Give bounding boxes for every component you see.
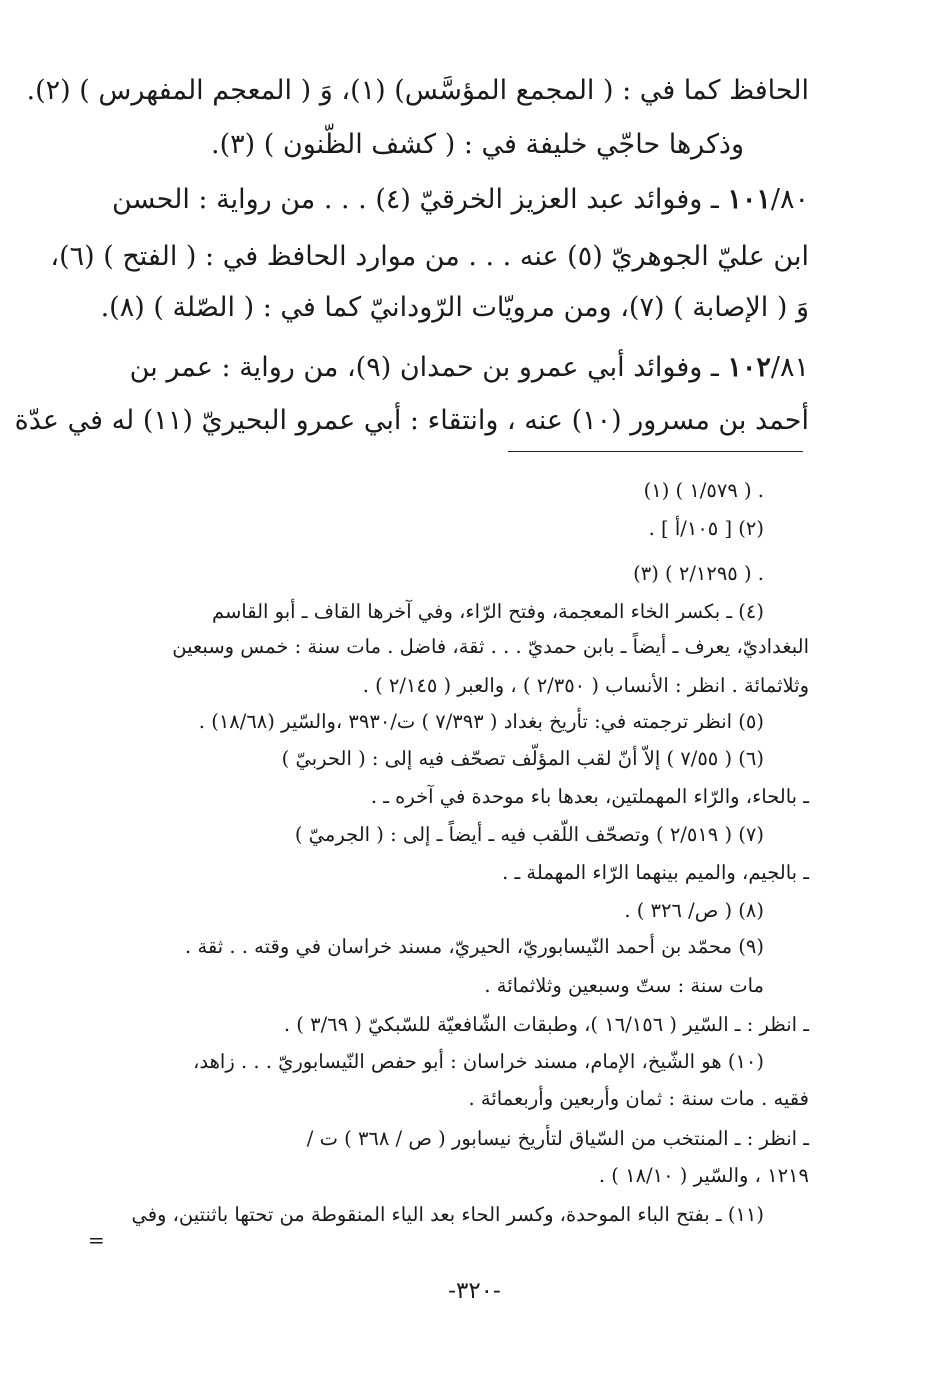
footnote-10-cont: فقيه . مات سنة : ثمان وأربعين وأربعمائة . — [468, 1087, 809, 1110]
footnote-10: (١٠) هو الشّيخ، الإمام، مسند خراسان : أبو حفص النّيسابوريّ . . . زاهد، — [193, 1050, 764, 1073]
footnote-7: (٧) ( ٢/٥١٩ ) وتصحّف اللّقب فيه ـ أيضاً ـ إلى : ( الجرميّ ) — [294, 823, 764, 846]
footnote-6-cont: ـ بالحاء، والرّاء المهملتين، بعدها باء موحدة في آخره ـ . — [370, 785, 809, 808]
footnote-3: (٣) ( ٢/١٢٩٥ ) . — [633, 562, 764, 585]
footnote-9-cont: مات سنة : ستّ وسبعين وثلاثمائة . — [484, 974, 764, 997]
entry-102-line — [130, 351, 809, 385]
footnote-11: (١١) ـ بفتح الباء الموحدة، وكسر الحاء بعد الياء المنقوطة من تحتها باثنتين، وفي — [131, 1203, 764, 1226]
footnote-10-cont: ـ انظر : ـ المنتخب من السّياق لتأريخ نيسابور ( ص / ٣٦٨ ) ت / — [306, 1127, 809, 1150]
footnote-7-cont: ـ بالجيم، والميم بينهما الرّاء المهملة ـ . — [502, 861, 809, 884]
body-line-7: أحمد بن مسرور (١٠) عنه ، وانتقاء : أبي عمرو البحيريّ (١١) له في عدّة — [14, 405, 809, 436]
footnote-9: (٩) محمّد بن أحمد النّيسابوريّ، الحيريّ، مسند خراسان في وقته . . ثقة . — [185, 935, 764, 958]
footnote-4-cont: وثلاثمائة . انظر : الأنساب ( ٢/٣٥٠ ) ، والعبر ( ٢/١٤٥ ) . — [362, 674, 809, 697]
footnote-divider — [508, 451, 803, 452]
footnote-8: (٨) ( ص/ ٣٢٦ ) . — [624, 899, 764, 922]
footnote-6: (٦) ( ٧/٥٥ ) إلاّ أنّ لقب المؤلّف تصحّف فيه إلى : ( الحربيّ ) — [281, 747, 764, 770]
entry-101-line — [112, 183, 809, 217]
body-line-2: وذكرها حاجّي خليفة في : ( كشف الظّنون ) (٣). — [211, 129, 744, 160]
footnote-4-cont: البغداديّ، يعرف ـ أيضاً ـ بابن حمديّ . . . ثقة، فاضل . مات سنة : خمس وسبعين — [172, 635, 809, 658]
entry-number: ١٠١ — [727, 184, 771, 215]
footnote-4: (٤) ـ بكسر الخاء المعجمة، وفتح الرّاء، وفي آخرها القاف ـ أبو القاسم — [211, 600, 764, 623]
continuation-mark: = — [88, 1228, 105, 1252]
entry-text: /٨٠ ـ وفوائد عبد العزيز الخرقيّ (٤) . . . من رواية : الحسن — [112, 184, 809, 215]
footnote-10-cont: ١٢١٩ ، والسّير ( ١٨/١٠ ) . — [598, 1164, 809, 1187]
footnote-1: (١) ( ١/٥٧٩ ) . — [643, 479, 764, 502]
footnote-9-cont: ـ انظر : ـ السّير ( ١٦/١٥٦ )، وطبقات الشّافعيّة للسّبكيّ ( ٣/٦٩ ) . — [283, 1013, 809, 1036]
entry-number: ١٠٢ — [727, 352, 771, 383]
entry-text: /٨١ ـ وفوائد أبي عمرو بن حمدان (٩)، من رواية : عمر بن — [129, 352, 809, 383]
body-line-4: ابن عليّ الجوهريّ (٥) عنه . . . من موارد الحافظ في : ( الفتح ) (٦)، — [50, 241, 809, 272]
footnote-2: (٢) [ ١٠٥/أ ] . — [648, 517, 764, 540]
footnote-5: (٥) انظر ترجمته في: تأريخ بغداد ( ٧/٣٩٣ ) ت/٣٩٣٠ ،والسّير (١٨/٦٨) . — [198, 710, 764, 733]
body-line-5: وَ ( الإصابة ) (٧)، ومن مرويّات الرّودانيّ كما في : ( الصّلة ) (٨). — [100, 292, 809, 323]
page-number: -٣٢٠- — [448, 1278, 501, 1304]
body-line-1: الحافظ كما في : ( المجمع المؤسَّس) (١)، وَ ( المعجم المفهرس ) (٢). — [26, 75, 809, 106]
